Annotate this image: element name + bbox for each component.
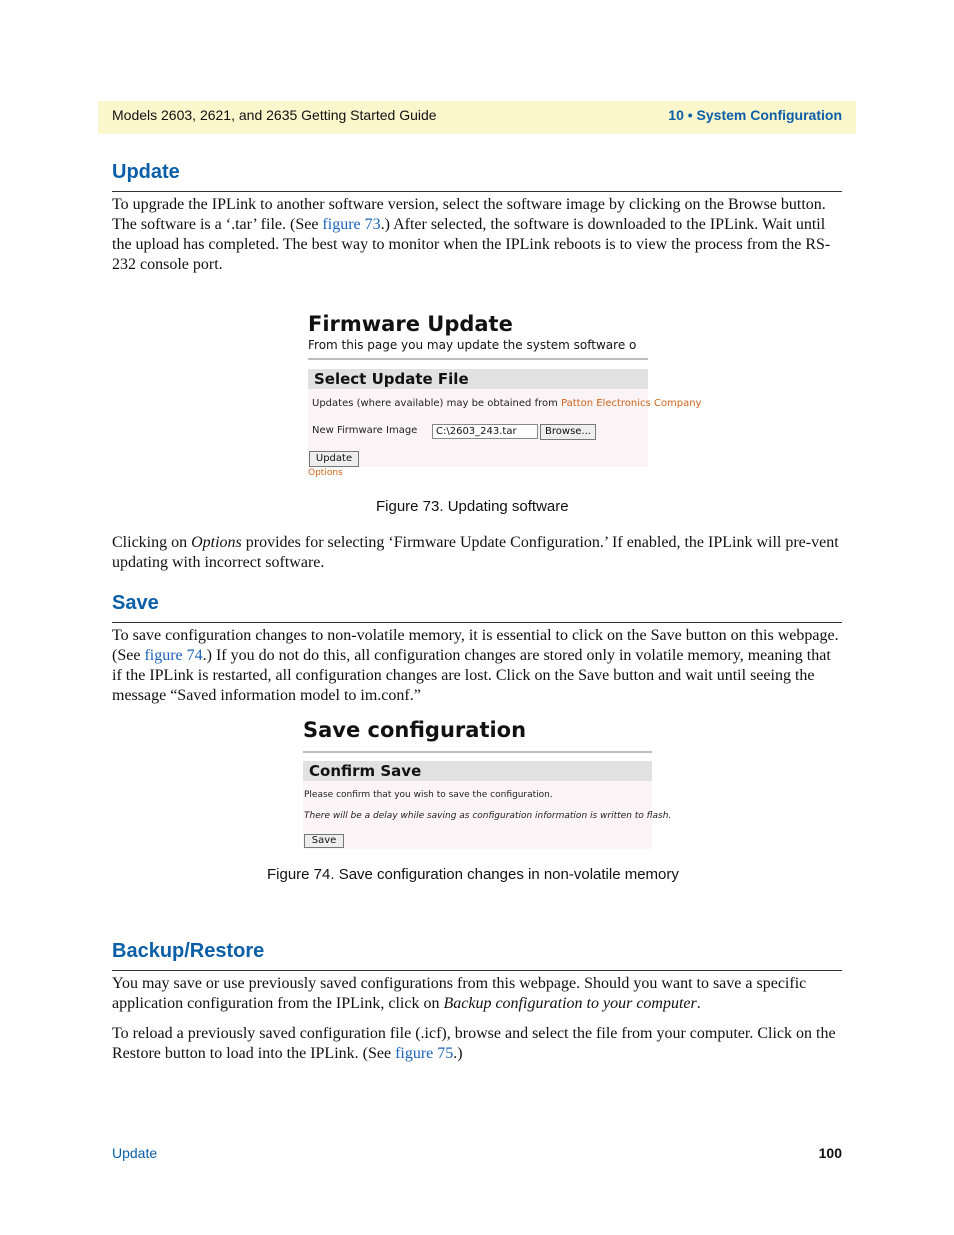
delay-text: There will be a delay while saving as configuration information is written to flash. [304, 811, 672, 821]
firmware-update-subtitle: From this page you may update the system software o [308, 338, 637, 352]
select-update-file-bar [308, 369, 648, 389]
text-run: To reload a previously saved configuration file (.icf), browse and select the file from your computer. Click on the Restore button to load into the IPLink. (See [112, 1025, 836, 1062]
section-title-save: Save [112, 592, 159, 614]
update-paragraph [112, 195, 842, 275]
page-number: 100 [818, 1145, 842, 1161]
footer-section-name: Update [112, 1145, 158, 1161]
section-rule [112, 622, 842, 623]
figure-73-screenshot [306, 312, 702, 482]
figure-divider [308, 358, 648, 360]
text-run: .) After selected, the software is downloaded to the IPLink. Wait until the upload has completed. The best way to monitor when the IPLink reboots is to view the process from the RS-232 console port. [112, 216, 831, 273]
save-panel [303, 781, 672, 849]
text-run: To save configuration changes to non-volatile memory, it is essential to click on the Save button on this webpage. (See [112, 627, 839, 664]
text-run: .) If you do not do this, all configuration changes are stored only in volatile memory, meaning that if the IPLink is restarted, all configuration changes are lost. Click on the Save button and wait until seeing the message “Saved information model to im.conf.” [112, 647, 831, 704]
firmware-file-input[interactable]: C:\2603_243.tar [432, 424, 538, 439]
update-panel [308, 389, 702, 467]
header-guide-title: Models 2603, 2621, and 2635 Getting Started Guide [112, 107, 437, 123]
browse-button[interactable]: Browse... [540, 424, 596, 440]
save-button[interactable]: Save [304, 834, 344, 848]
backup-paragraph-1 [112, 974, 842, 1014]
figure-73-caption: Figure 73. Updating software [376, 498, 569, 515]
text-run: You may save or use previously saved configurations from this webpage. Should you want to save a specific application configuration from the IPLink, click on [112, 975, 807, 1012]
options-italic: Options [191, 534, 242, 551]
figure-73-link[interactable]: figure 73 [322, 216, 381, 233]
figure-75-link[interactable]: figure 75 [395, 1045, 454, 1062]
section-rule [112, 970, 842, 971]
options-paragraph [112, 533, 842, 573]
save-paragraph [112, 626, 842, 706]
options-link[interactable]: Options [308, 468, 343, 478]
confirm-text: Please confirm that you wish to save the configuration. [304, 790, 553, 800]
text-run: provides for selecting ‘Firmware Update Configuration.’ If enabled, the IPLink will pre-vent updating with incorrect software. [112, 534, 839, 571]
confirm-save-bar [303, 761, 652, 781]
figure-74-caption: Figure 74. Save configuration changes in non-volatile memory [267, 866, 679, 883]
text-run: To upgrade the IPLink to another software version, select the software image by clicking on the Browse button. The software is a ‘.tar’ file. (See [112, 196, 826, 233]
section-rule [112, 191, 842, 192]
firmware-update-title: Firmware Update [308, 312, 513, 336]
backup-italic: Backup configuration to your computer [443, 995, 697, 1012]
figure-divider [303, 751, 652, 753]
text-run: Clicking on [112, 534, 192, 551]
header-chapter: 10 • System Configuration [668, 107, 842, 123]
text-run: .) [453, 1045, 463, 1062]
updates-text [312, 398, 701, 409]
confirm-save-label: Confirm Save [309, 762, 422, 780]
update-button[interactable]: Update [309, 451, 359, 467]
patton-link[interactable]: Patton Electronics Company [561, 398, 702, 409]
figure-74-screenshot [301, 718, 672, 852]
section-title-backup-restore: Backup/Restore [112, 940, 265, 962]
figure-74-link[interactable]: figure 74 [144, 647, 203, 664]
new-firmware-image-label: New Firmware Image [312, 425, 418, 436]
running-header [98, 101, 856, 134]
save-configuration-title: Save configuration [303, 718, 527, 742]
select-update-file-label: Select Update File [314, 370, 469, 388]
text-run: Updates (where available) may be obtained from [312, 398, 558, 409]
backup-paragraph-2 [112, 1024, 842, 1064]
section-title-update: Update [112, 161, 180, 183]
text-run: . [696, 995, 701, 1012]
